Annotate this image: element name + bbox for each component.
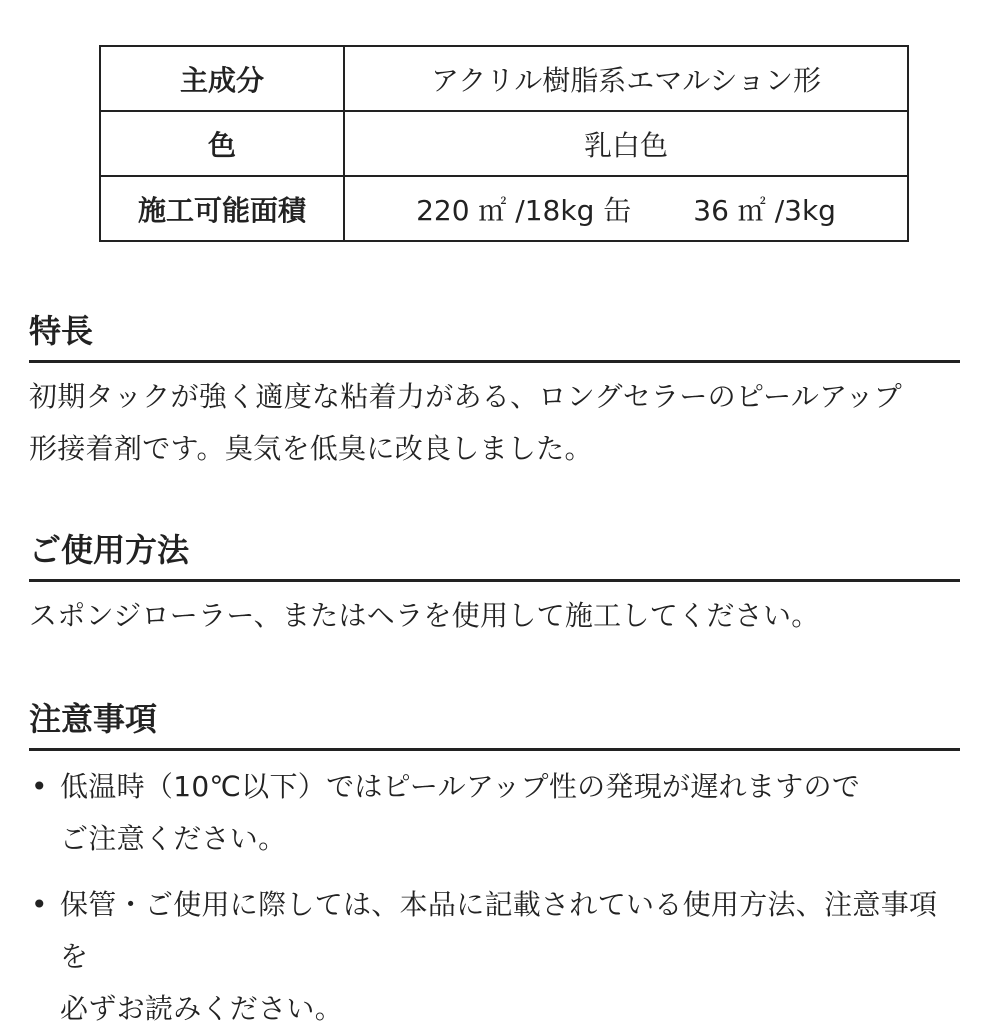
cautions-list <box>29 761 960 1035</box>
list-item <box>29 879 960 1035</box>
spec-table <box>99 45 909 242</box>
features-text-line1: 初期タックが強く適度な粘着力がある、ロングセラーのピールアップ <box>29 380 903 413</box>
spec-value-color: 乳白色 <box>344 111 908 176</box>
usage-section <box>29 527 960 642</box>
spec-label-color: 色 <box>100 111 344 176</box>
bullet-icon: • <box>31 770 48 803</box>
caution-2-line2: 必ずお読みください。 <box>60 992 344 1025</box>
features-heading: 特長 <box>29 308 960 363</box>
spec-value-coverage <box>344 176 908 241</box>
coverage-18kg: 220 ㎡ /18kg 缶 <box>416 193 632 227</box>
table-row <box>100 46 908 111</box>
bullet-icon: • <box>31 888 48 921</box>
spec-label-coverage: 施工可能面積 <box>100 176 344 241</box>
spec-label-main-component: 主成分 <box>100 46 344 111</box>
table-row <box>100 111 908 176</box>
caution-1-line1: 低温時（10℃以下）ではピールアップ性の発現が遅れますので <box>60 770 861 803</box>
caution-2-line1: 保管・ご使用に際しては、本品に記載されている使用方法、注意事項を <box>60 888 938 973</box>
cautions-section <box>29 696 960 1035</box>
caution-1-line2: ご注意ください。 <box>60 822 287 855</box>
cautions-heading: 注意事項 <box>29 696 960 751</box>
spec-value-main-component: アクリル樹脂系エマルション形 <box>344 46 908 111</box>
list-item <box>29 761 960 865</box>
coverage-3kg: 36 ㎡ /3kg <box>693 193 836 227</box>
features-text-line2: 形接着剤です。臭気を低臭に改良しました。 <box>29 432 593 465</box>
features-section <box>29 308 960 475</box>
usage-heading: ご使用方法 <box>29 527 960 582</box>
table-row <box>100 176 908 241</box>
usage-text: スポンジローラー、またはヘラを使用して施工してください。 <box>29 599 820 632</box>
features-text <box>29 363 960 475</box>
